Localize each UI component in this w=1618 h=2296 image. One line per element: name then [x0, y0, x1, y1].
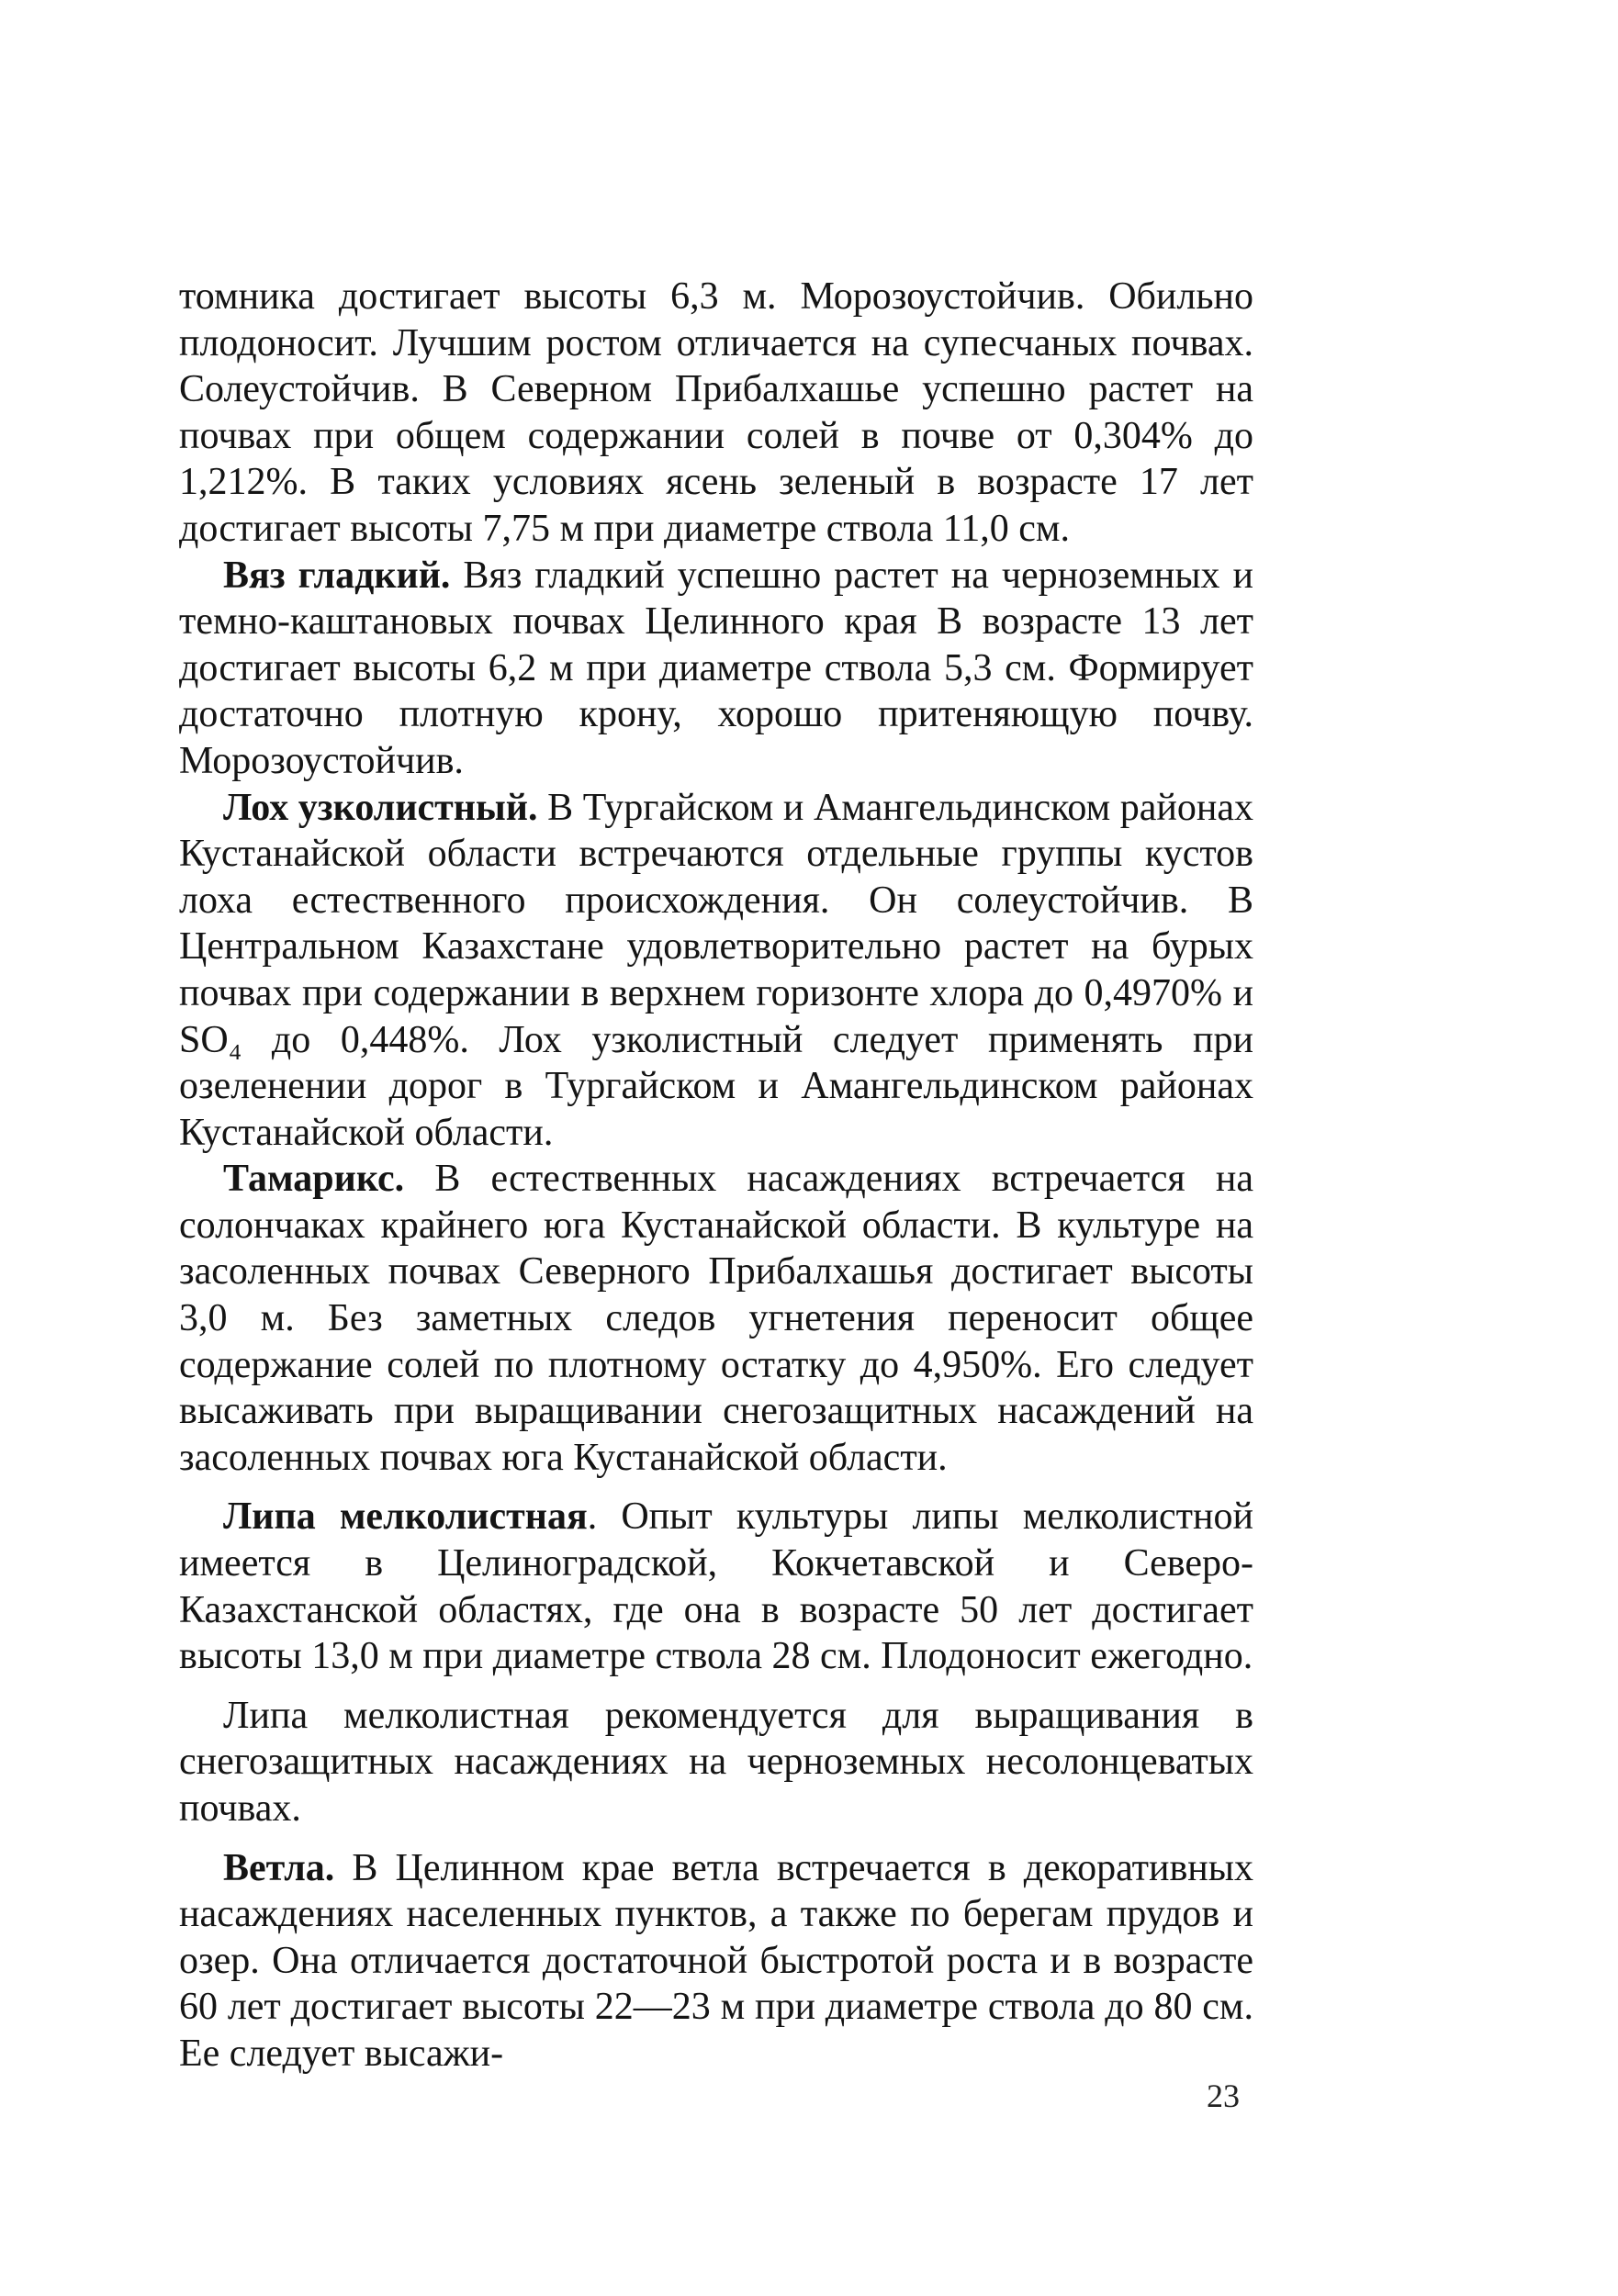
paragraph-tamarisk: [179, 1156, 1253, 1481]
paragraph-text: В Целинном крае ветла встречается в декоративных насаждениях населенных пунктов, а также по берегам прудов и озер. Она отличается достаточной быстротой роста и в возрасте 60 лет достигает высоты 22—23 м при диаметре ствола до 80 см. Ее следует высажи-: [179, 1846, 1253, 2075]
paragraph-willow: [179, 1845, 1253, 2078]
paragraph-linden-recommendation: [179, 1693, 1253, 1832]
paragraph-text: . Опыт культуры липы мелколистной имеется в Целиноградской, Кокчетавской и Северо-Казахстанской областях, где она в возрасте 50 лет достигает высоты 13,0 м при диаметре ствола 28 см. Плодоносит ежегодно.: [179, 1495, 1253, 1678]
term-heading: Липа мелколистная: [223, 1495, 588, 1539]
paragraph-linden: [179, 1494, 1253, 1679]
term-heading: Вяз гладкий.: [223, 554, 451, 597]
paragraph-text: Липа мелколистная рекомендуется для выращивания в снегозащитных насаждениях на черноземных несолонцеватых почвах.: [179, 1694, 1253, 1830]
paragraph-text: В естественных насаждениях встречается на солончаках крайнего юга Кустанайской области. В культуре на засоленных почвах Северного Прибалхашья достигает высоты 3,0 м. Без заметных следов угнетения переносит общее содержание солей по плотному остатку до 4,950%. Его следует высаживать при выращивании снегозащитных насаждений на засоленных почвах юга Кустанайской области.: [179, 1158, 1253, 1479]
term-heading: Ветла.: [223, 1846, 335, 1889]
paragraph-text: томника достигает высоты 6,3 м. Морозоустойчив. Обильно плодоносит. Лучшим ростом отличается на супесчаных почвах. Солеустойчив. В Северном Прибалхашье успешно растет на почвах при общем содержании солей в почве от 0,304% до 1,212%. В таких условиях ясень зеленый в возрасте 17 лет достигает высоты 7,75 м при диаметре ствола 11,0 см.: [179, 275, 1253, 550]
term-heading: Тамарикс.: [223, 1158, 405, 1201]
paragraph-ash-continuation: [179, 274, 1253, 553]
page-number: 23: [1207, 2078, 1240, 2114]
paragraph-elm: [179, 553, 1253, 785]
paragraph-text: В Тургайском и Амангельдинском районах Кустанайской области встречаются отдельные группы кустов лоха естественного происхождения. Он солеустойчив. В Центральном Казахстане удовлетворительно растет на бурых почвах при содержании в верхнем горизонте хлора до 0,4970% и SO₄ до 0,448%. Лох узколистный следует применять при озеленении дорог в Тургайском и Амангельдинском районах Кустанайской области.: [179, 786, 1253, 1154]
text-column: [179, 274, 1253, 2078]
term-heading: Лох узколистный.: [223, 786, 538, 829]
paragraph-oleaster: [179, 785, 1253, 1157]
paragraph-text: Вяз гладкий успешно растет на черноземных и темно-каштановых почвах Целинного края В возрасте 13 лет достигает высоты 6,2 м при диаметре ствола 5,3 см. Формирует достаточно плотную крону, хорошо притеняющую почву. Морозоустойчив.: [179, 554, 1253, 782]
